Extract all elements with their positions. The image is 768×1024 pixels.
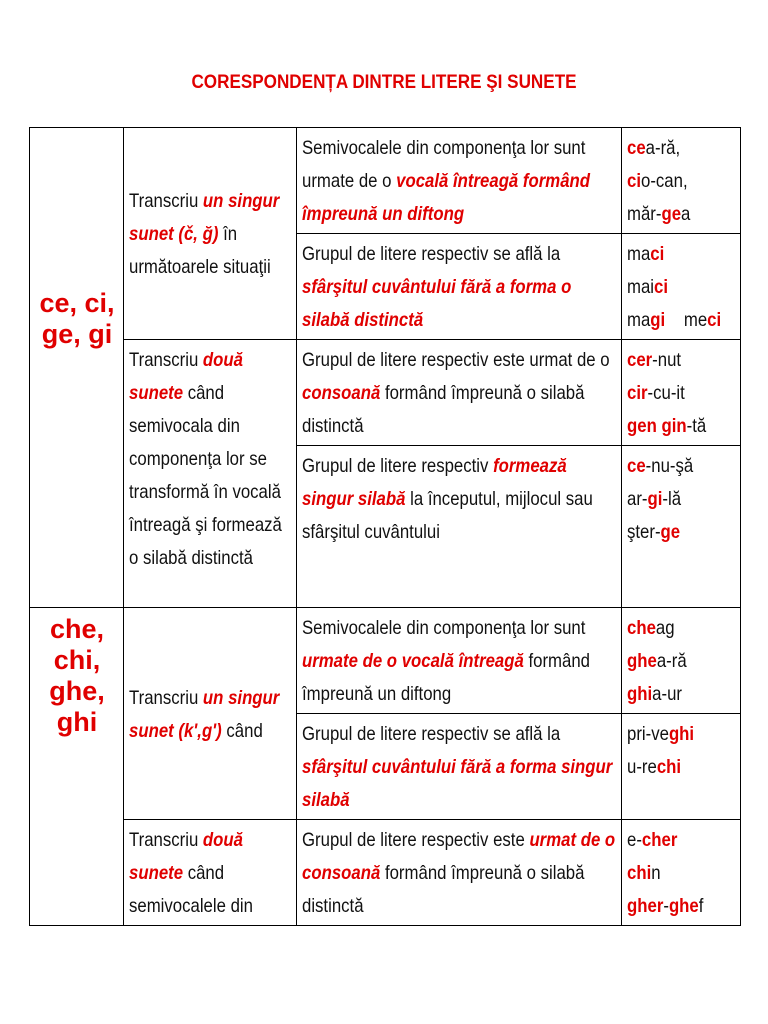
plain-letters: pri-ve — [627, 723, 669, 745]
letter-group-label — [30, 608, 124, 926]
highlighted-letters: ghe — [627, 650, 657, 672]
condition-cell — [297, 340, 622, 446]
plain-text: când semivocala din componenţa lor se transformă în vocală întreagă şi formează o silabă distinctă — [129, 382, 282, 569]
table-row — [30, 128, 741, 234]
plain-letters: f — [698, 895, 704, 917]
highlighted-letters: ghi — [627, 683, 653, 705]
example-word — [627, 198, 736, 231]
highlighted-letters: ce — [627, 137, 646, 159]
plain-letters: a-ră, — [645, 137, 681, 159]
example-word — [627, 450, 736, 483]
plain-text: în următoarele situaţii — [129, 223, 271, 278]
plain-letters: n — [651, 862, 661, 884]
letter-group-label — [30, 128, 124, 608]
example-word — [627, 857, 736, 890]
highlighted-letters: chi — [656, 756, 682, 778]
emphasis-text: formează singur silabă — [302, 455, 567, 510]
example-word — [627, 824, 736, 857]
emphasis-text: sfârşitul cuvântului fără a forma singur silabă — [302, 756, 613, 811]
highlighted-letters: cher — [641, 829, 678, 851]
examples-cell — [622, 608, 741, 714]
plain-letters: -tă — [686, 415, 707, 437]
condition-cell — [297, 446, 622, 608]
highlighted-letters: chi — [627, 862, 652, 884]
condition-cell — [297, 714, 622, 820]
plain-text: Grupul de litere respectiv — [302, 455, 494, 477]
examples-cell — [622, 340, 741, 446]
emphasis-text: urmat de o consoană — [302, 829, 616, 884]
page-title: CORESPONDENȚA DINTRE LITERE ŞI SUNETE — [191, 72, 577, 93]
highlighted-letters: gi — [647, 488, 663, 510]
condition-cell — [297, 820, 622, 926]
example-word — [627, 304, 736, 337]
plain-letters: măr- — [627, 203, 662, 225]
examples-cell — [622, 446, 741, 608]
plain-text: Grupul de litere respectiv se află la — [302, 723, 561, 745]
example-word — [627, 612, 736, 645]
plain-text: Grupul de litere respectiv este urmat de o — [302, 349, 610, 371]
rule-cell — [124, 820, 297, 926]
plain-letters: mai — [627, 276, 655, 298]
plain-text: Grupul de litere respectiv se află la — [302, 243, 561, 265]
highlighted-letters: cir — [627, 382, 648, 404]
example-word — [627, 271, 736, 304]
plain-letters: -nu-şă — [645, 455, 694, 477]
plain-letters: a-ră — [656, 650, 687, 672]
plain-letters: -cu-it — [647, 382, 685, 404]
example-word — [627, 890, 736, 923]
examples-cell — [622, 714, 741, 820]
highlighted-letters: ci — [654, 276, 669, 298]
emphasis-text: urmate de o vocală întreagă — [302, 650, 524, 672]
example-word — [627, 483, 736, 516]
highlighted-letters: ghi — [668, 723, 695, 745]
condition-cell — [297, 128, 622, 234]
example-word — [627, 132, 736, 165]
emphasis-text: vocală întreagă formând împreună un diftong — [302, 170, 591, 225]
example-word — [627, 645, 736, 678]
highlighted-letters: ge — [661, 203, 682, 225]
highlighted-letters: gi — [650, 309, 666, 331]
rule-cell — [124, 608, 297, 820]
table-row — [30, 340, 741, 446]
plain-text: Transcriu — [129, 349, 203, 371]
label-line: ce, ci, — [39, 288, 115, 318]
plain-letters: ar- — [627, 488, 648, 510]
example-word — [627, 410, 736, 443]
label-line: ge, gi — [41, 319, 113, 349]
highlighted-letters: gin — [661, 415, 687, 437]
highlighted-letters: che — [627, 617, 656, 639]
correspondence-table — [29, 127, 741, 926]
plain-text: Semivocalele din componenţa lor sunt urmate de o — [302, 137, 586, 192]
plain-letters: -lă — [662, 488, 682, 510]
rule-cell — [124, 128, 297, 340]
plain-text: formând împreună o silabă distinctă — [302, 382, 585, 437]
example-word — [627, 165, 736, 198]
highlighted-letters: ce — [627, 455, 646, 477]
label-line: che, — [49, 614, 105, 644]
rule-cell — [124, 340, 297, 608]
emphasis-text: un singur sunet (k',g') — [129, 686, 280, 742]
condition-cell — [297, 234, 622, 340]
highlighted-letters: ci — [650, 243, 665, 265]
example-word — [627, 238, 736, 271]
highlighted-letters: ghe — [668, 895, 699, 917]
plain-letters: u-re — [627, 756, 657, 778]
plain-text: Transcriu — [129, 829, 203, 851]
plain-letters: o-can, — [640, 170, 688, 192]
plain-text: Grupul de litere respectiv este — [302, 829, 530, 851]
plain-text: când — [221, 719, 263, 742]
example-word — [627, 718, 736, 751]
plain-letters: - — [663, 895, 669, 917]
example-word — [627, 516, 736, 549]
plain-text: la începutul, mijlocul sau sfârşitul cuvântului — [302, 488, 593, 543]
plain-text: Transcriu — [129, 190, 203, 212]
table-row — [30, 820, 741, 926]
table-row — [30, 608, 741, 714]
plain-text: Semivocalele din componenţa lor sunt — [302, 617, 586, 639]
label-line: chi, — [53, 645, 101, 675]
plain-letters: a — [681, 203, 691, 225]
highlighted-letters: ge — [660, 521, 681, 543]
emphasis-text: două sunete — [129, 829, 244, 884]
example-word — [627, 344, 736, 377]
plain-text: când semivocalele din — [129, 862, 253, 917]
plain-text: formând împreună un diftong — [302, 650, 591, 705]
example-word — [627, 377, 736, 410]
plain-letters: a-ur — [652, 683, 682, 705]
emphasis-text: un singur sunet (č, ğ) — [129, 190, 280, 245]
examples-cell — [622, 234, 741, 340]
plain-text: Transcriu — [129, 686, 203, 709]
label-line: ghi — [56, 707, 98, 737]
plain-letters: şter- — [627, 521, 661, 543]
examples-cell — [622, 820, 741, 926]
emphasis-text: consoană — [302, 382, 381, 404]
highlighted-letters: ci — [627, 170, 641, 192]
label-line: ghe, — [49, 676, 105, 706]
highlighted-letters: gher — [627, 895, 664, 917]
plain-letters: e- — [627, 829, 642, 851]
examples-cell — [622, 128, 741, 234]
plain-letters: ma — [627, 243, 651, 265]
plain-text: formând împreună o silabă distinctă — [302, 862, 585, 917]
highlighted-letters: cer — [627, 349, 653, 371]
emphasis-text: două sunete — [129, 349, 244, 404]
highlighted-letters: gen — [627, 415, 657, 437]
plain-letters: -nut — [652, 349, 682, 371]
example-word — [627, 751, 736, 784]
plain-letters: me — [665, 309, 708, 331]
condition-cell — [297, 608, 622, 714]
plain-letters: ma — [627, 309, 651, 331]
highlighted-letters: ci — [707, 309, 722, 331]
plain-letters: ag — [655, 617, 675, 639]
emphasis-text: sfârşitul cuvântului fără a forma o silabă distinctă — [302, 276, 572, 331]
example-word — [627, 678, 736, 711]
